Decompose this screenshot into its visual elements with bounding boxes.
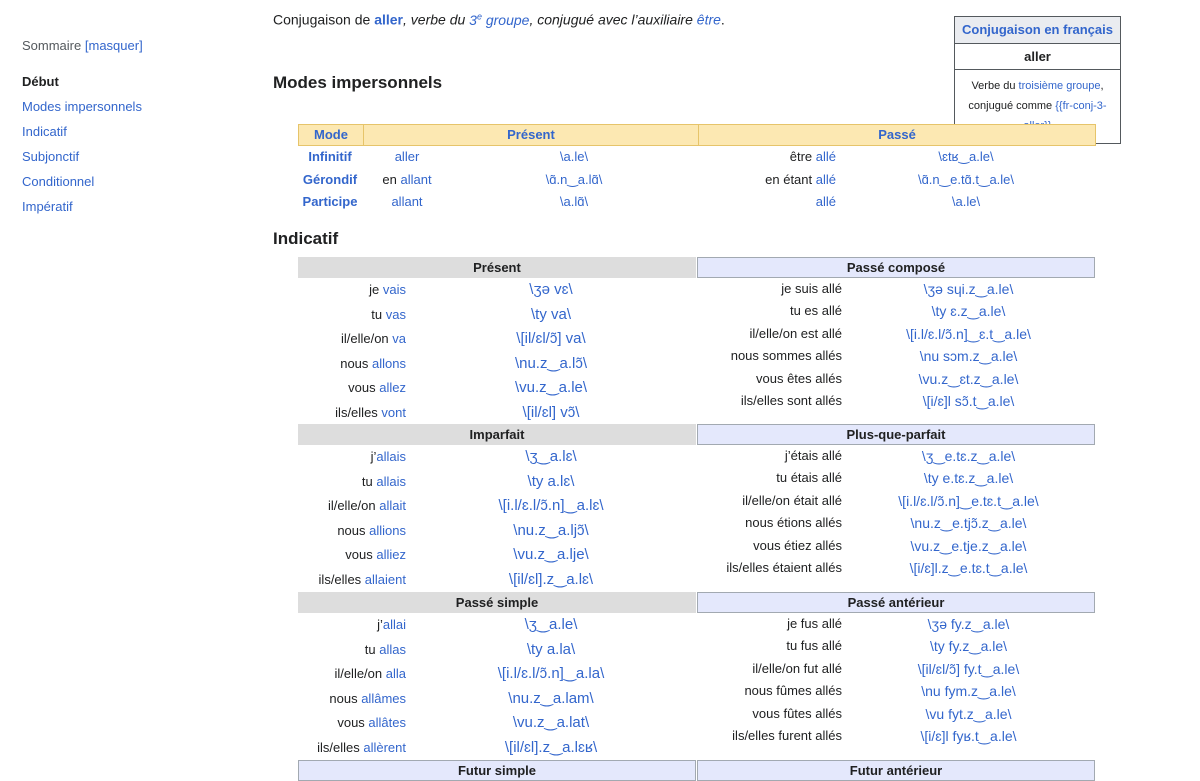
- ipa-transcription[interactable]: \ʒ‿e.tɛ.z‿a.le\: [921, 448, 1016, 464]
- present-form-link[interactable]: aller: [394, 149, 420, 164]
- tense-passe-compose: [697, 257, 1095, 412]
- pronoun: ils/elles: [335, 404, 382, 420]
- tense-title: Plus-que-parfait: [697, 424, 1095, 445]
- ipa-transcription[interactable]: \[il/ɛl].z‿a.lɛ\: [508, 570, 594, 588]
- form-cell: [697, 390, 842, 412]
- verb-form-link[interactable]: allons: [372, 355, 406, 371]
- pronoun: ils/elles: [318, 571, 365, 587]
- form-cell: [298, 736, 406, 761]
- infobox-template-link[interactable]: {{fr-conj-3-: [1055, 100, 1107, 112]
- tense-passe-anterieur: [697, 592, 1095, 747]
- intro-aux-link[interactable]: être: [696, 11, 721, 28]
- present-form-link[interactable]: allant: [391, 194, 423, 209]
- tense-passe-simple: [298, 592, 696, 760]
- intro-end: .: [720, 11, 725, 28]
- tense-title: Présent: [298, 257, 696, 278]
- pronoun: vous: [345, 547, 377, 562]
- form-cell: [298, 711, 406, 736]
- verb-form-link[interactable]: alla: [385, 666, 406, 681]
- impersonal-header-row: [298, 124, 1096, 146]
- form-cell: [697, 725, 842, 747]
- form-cell: [298, 401, 406, 426]
- verb-form-link[interactable]: allai: [382, 617, 406, 632]
- compound-form: vous fûtes allés: [752, 705, 842, 721]
- past-aux: en étant: [765, 171, 816, 187]
- verb-form-link[interactable]: vont: [381, 404, 406, 420]
- form-cell: [298, 519, 406, 544]
- toc-item-conditionnel[interactable]: Conditionnel: [22, 174, 95, 189]
- infobox-group-link[interactable]: troisième groupe: [1018, 80, 1101, 92]
- compound-form: nous sommes allés: [730, 348, 842, 364]
- tense-present: [298, 257, 696, 425]
- present-form-link[interactable]: allant: [400, 171, 432, 187]
- compound-form: nous fûmes allés: [744, 683, 842, 699]
- ipa-transcription[interactable]: \nu sɔm.z‿a.le\: [919, 348, 1018, 365]
- tense-title: Futur antérieur: [697, 760, 1095, 781]
- ipa-transcription[interactable]: \[i/ɛ]l.z‿e.tɛ.t‿a.le\: [909, 559, 1028, 576]
- ipa-transcription[interactable]: \[i.l/ɛ.l/ɔ̃.n]‿e.tɛ.t‿a.le\: [898, 492, 1039, 509]
- present-form-cell: [362, 146, 452, 169]
- ipa-transcription[interactable]: \[i.l/ɛ.l/ɔ̃.n]‿a.la\: [497, 665, 605, 682]
- intro-suffix: , conjugué avec l’auxiliaire: [529, 11, 697, 28]
- conjugation-row: [298, 568, 696, 593]
- conjugation-row: [697, 557, 1095, 579]
- compound-form: vous étiez allés: [753, 537, 842, 553]
- tense-title: Futur simple: [298, 760, 696, 781]
- compound-form: ils/elles sont allés: [740, 392, 842, 408]
- pronoun: nous: [337, 522, 370, 538]
- ipa-transcription[interactable]: \nu.z‿a.lam\: [508, 689, 594, 707]
- form-cell: [697, 535, 842, 557]
- compound-form: nous étions allés: [745, 515, 842, 531]
- conjugation-row: [298, 401, 696, 426]
- ipa-transcription[interactable]: \[il/ɛl/ɔ̃] fy.t‿a.le\: [917, 660, 1020, 677]
- form-cell: [298, 327, 406, 352]
- form-cell: [298, 687, 406, 712]
- form-cell: [298, 303, 406, 328]
- pronoun: j’: [370, 449, 377, 464]
- form-cell: [697, 323, 842, 345]
- ipa-transcription[interactable]: \[il/ɛl].z‿a.lɛʁ\: [504, 738, 598, 756]
- ipa-transcription[interactable]: \vu.z‿a.lat\: [512, 714, 590, 731]
- verb-form-link[interactable]: alliez: [376, 547, 406, 562]
- conjugation-row: [697, 467, 1095, 489]
- ipa-transcription[interactable]: \nu.z‿a.lɔ̃\: [514, 354, 588, 372]
- pronoun: nous: [329, 690, 362, 706]
- ipa-transcription[interactable]: \ʒ‿a.le\: [524, 616, 578, 633]
- conjugation-row: [298, 687, 696, 712]
- past-form-cell: [696, 191, 836, 214]
- conjugation-row: [697, 368, 1095, 390]
- ipa-transcription[interactable]: \[il/ɛl] vɔ̃\: [522, 403, 580, 421]
- heading-indicatif: Indicatif: [273, 229, 339, 248]
- ipa-transcription[interactable]: \nu.z‿a.ljɔ̃\: [513, 521, 589, 539]
- ipa-transcription[interactable]: \vu fyt.z‿a.le\: [925, 705, 1012, 722]
- compound-form: il/elle/on fut allé: [752, 660, 842, 676]
- conjugation-row: [298, 352, 696, 377]
- toc-item-subjonctif[interactable]: Subjonctif: [22, 149, 80, 164]
- form-cell: [298, 568, 406, 593]
- past-form-cell: [696, 146, 836, 169]
- ipa-transcription[interactable]: \ty ɛ.z‿a.le\: [931, 303, 1006, 320]
- conjugation-row: [697, 278, 1095, 300]
- form-cell: [697, 613, 842, 635]
- intro-mid: , verbe du: [403, 11, 470, 28]
- form-cell: [697, 703, 842, 725]
- past-form-cell: [696, 169, 836, 192]
- mode-label[interactable]: Gérondif: [302, 171, 358, 187]
- impersonal-row: [298, 146, 1096, 169]
- toc-item-debut[interactable]: Début: [22, 74, 59, 89]
- header-mode[interactable]: Mode: [299, 125, 364, 145]
- form-cell: [298, 278, 406, 303]
- conjugation-row: [298, 662, 696, 687]
- verb-form-link[interactable]: allèrent: [363, 739, 406, 755]
- table-of-contents: [22, 38, 242, 224]
- form-cell: [298, 494, 406, 519]
- ipa-transcription[interactable]: \[i.l/ɛ.l/ɔ̃.n]‿ɛ.t‿a.le\: [906, 325, 1031, 342]
- ipa-transcription[interactable]: \[i/ɛ]l sɔ̃.t‿a.le\: [922, 392, 1015, 409]
- present-prefix: en: [382, 171, 401, 187]
- ipa-transcription[interactable]: \ʒ‿a.lɛ\: [525, 448, 577, 465]
- conjugation-row: [298, 638, 696, 663]
- pronoun: vous: [348, 380, 380, 395]
- tense-imparfait: [298, 424, 696, 592]
- compound-form: ils/elles étaient allés: [726, 559, 842, 575]
- impersonal-row: [298, 191, 1096, 214]
- ipa-transcription[interactable]: \ty fy.z‿a.le\: [929, 638, 1008, 655]
- conjugation-row: [697, 390, 1095, 412]
- pronoun: tu: [364, 641, 380, 657]
- mode-label[interactable]: Infinitif: [308, 149, 352, 164]
- verb-form-link[interactable]: allait: [379, 498, 406, 513]
- compound-form: tu fus allé: [786, 638, 842, 654]
- pronoun: ils/elles: [317, 739, 364, 755]
- impersonal-row: [298, 169, 1096, 192]
- past-ipa[interactable]: \ɑ̃.n‿e.tɑ̃.t‿a.le\: [917, 171, 1015, 187]
- form-cell: [697, 467, 842, 489]
- form-cell: [298, 376, 406, 401]
- ipa-transcription[interactable]: \vu.z‿ɛt.z‿a.le\: [918, 370, 1019, 387]
- pronoun: je: [369, 282, 383, 297]
- verb-form-link[interactable]: allas: [379, 641, 406, 657]
- conjugation-row: [697, 680, 1095, 702]
- compound-form: il/elle/on était allé: [742, 492, 842, 508]
- form-cell: [697, 557, 842, 579]
- toc-item-imperatif[interactable]: Impératif: [22, 199, 73, 214]
- pronoun: tu: [361, 473, 377, 489]
- toc-hide-toggle[interactable]: [masquer]: [84, 38, 143, 53]
- form-cell: [697, 278, 842, 300]
- verb-form-link[interactable]: va: [392, 331, 406, 346]
- form-cell: [697, 512, 842, 534]
- present-ipa[interactable]: \a.lɑ̃\: [559, 194, 589, 209]
- form-cell: [298, 470, 406, 495]
- tense-title: Imparfait: [298, 424, 696, 445]
- conjugation-row: [298, 711, 696, 736]
- past-form-link[interactable]: allé: [815, 149, 836, 164]
- pronoun: il/elle/on: [340, 331, 393, 346]
- infobox-title[interactable]: Conjugaison en français: [955, 17, 1120, 44]
- infobox-verb: aller: [955, 44, 1120, 70]
- verb-form-link[interactable]: allais: [376, 473, 406, 489]
- group-word: groupe: [481, 11, 530, 28]
- compound-form: je fus allé: [787, 616, 842, 631]
- conjugation-row: [298, 613, 696, 638]
- pronoun: nous: [340, 355, 373, 371]
- pronoun: il/elle/on: [327, 498, 380, 513]
- past-ipa[interactable]: \ɛtʁ‿a.le\: [938, 149, 994, 164]
- conjugation-row: [298, 736, 696, 761]
- conjugation-row: [298, 470, 696, 495]
- tense-title: Passé simple: [298, 592, 696, 613]
- ipa-transcription[interactable]: \[i.l/ɛ.l/ɔ̃.n]‿a.lɛ\: [498, 497, 604, 514]
- intro-line: [273, 11, 725, 28]
- form-cell: [298, 543, 406, 568]
- form-cell: [697, 300, 842, 322]
- present-ipa[interactable]: \ɑ̃.n‿a.lɑ̃\: [545, 171, 603, 187]
- ipa-transcription[interactable]: \vu.z‿a.lje\: [513, 546, 589, 563]
- ipa-transcription[interactable]: \nu fym.z‿a.le\: [921, 683, 1016, 700]
- present-form-cell: [362, 191, 452, 214]
- toc-title: Sommaire: [22, 38, 82, 53]
- ipa-transcription[interactable]: \nu.z‿e.tjɔ̃.z‿a.le\: [910, 515, 1027, 532]
- conjugation-row: [697, 512, 1095, 534]
- ipa-transcription[interactable]: \ʒə sɥi.z‿a.le\: [923, 281, 1014, 297]
- ipa-transcription[interactable]: \vu.z‿e.tje.z‿a.le\: [910, 537, 1027, 554]
- conjugation-row: [697, 613, 1095, 635]
- pronoun: vous: [337, 715, 369, 730]
- form-cell: [298, 352, 406, 377]
- present-ipa[interactable]: \a.le\: [559, 149, 589, 164]
- form-cell: [697, 445, 842, 467]
- verb-form-link[interactable]: allâtes: [368, 715, 406, 730]
- toc-item-modes-impersonnels[interactable]: Modes impersonnels: [22, 99, 142, 114]
- compound-form: j’étais allé: [784, 448, 842, 463]
- header-passe[interactable]: Passé: [878, 127, 916, 142]
- conjugation-row: [697, 490, 1095, 512]
- compound-form: je suis allé: [781, 281, 842, 296]
- conjugation-row: [697, 445, 1095, 467]
- conjugation-row: [298, 445, 696, 470]
- past-ipa[interactable]: \a.le\: [951, 194, 981, 209]
- conjugation-row: [697, 658, 1095, 680]
- compound-form: vous êtes allés: [756, 370, 842, 386]
- pronoun: tu: [371, 306, 386, 322]
- infobox-desc-comma: ,: [1100, 80, 1104, 92]
- conjugation-row: [697, 300, 1095, 322]
- form-cell: [697, 368, 842, 390]
- past-form-link[interactable]: allé: [815, 171, 836, 187]
- form-cell: [697, 345, 842, 367]
- header-present[interactable]: Présent: [364, 125, 699, 145]
- infobox-desc-prefix: Verbe du: [971, 80, 1019, 92]
- toc-header: [22, 38, 242, 53]
- heading-modes-impersonnels: Modes impersonnels: [273, 73, 443, 92]
- compound-form: il/elle/on est allé: [749, 325, 842, 341]
- conjugation-row: [697, 725, 1095, 747]
- ipa-transcription[interactable]: \ʒə fy.z‿a.le\: [927, 616, 1010, 632]
- toc-item-indicatif[interactable]: Indicatif: [22, 124, 67, 139]
- conjugation-row: [298, 278, 696, 303]
- pronoun: j’: [377, 617, 383, 632]
- verb-form-link[interactable]: vais: [382, 282, 406, 297]
- verb-form-link[interactable]: allâmes: [361, 690, 406, 706]
- past-aux: être: [789, 149, 816, 164]
- ipa-transcription[interactable]: \ty a.lɛ\: [527, 472, 575, 490]
- verb-form-link[interactable]: vas: [385, 306, 406, 322]
- form-cell: [697, 490, 842, 512]
- conjugation-row: [298, 494, 696, 519]
- tense-plus-que-parfait: [697, 424, 1095, 579]
- tense-title: Passé antérieur: [697, 592, 1095, 613]
- conjugation-row: [697, 323, 1095, 345]
- past-form-link[interactable]: allé: [815, 194, 836, 209]
- conjugation-row: [697, 703, 1095, 725]
- form-cell: [697, 680, 842, 702]
- compound-form: tu étais allé: [776, 470, 842, 486]
- conjugation-row: [298, 376, 696, 401]
- compound-form: ils/elles furent allés: [732, 727, 842, 743]
- ipa-transcription[interactable]: \[il/ɛl/ɔ̃] va\: [516, 330, 586, 347]
- impersonal-table: [298, 124, 1096, 214]
- form-cell: [298, 613, 406, 638]
- conjugation-row: [697, 635, 1095, 657]
- intro-verb-link[interactable]: aller: [374, 11, 403, 28]
- form-cell: [697, 635, 842, 657]
- conjugation-row: [298, 519, 696, 544]
- ipa-transcription[interactable]: \[i/ɛ]l fyʁ.t‿a.le\: [920, 727, 1017, 744]
- verb-form-link[interactable]: allions: [369, 522, 406, 538]
- ipa-transcription[interactable]: \ty va\: [530, 305, 571, 323]
- compound-form: tu es allé: [789, 303, 842, 319]
- ipa-transcription[interactable]: \ʒə vɛ\: [529, 281, 573, 298]
- conjugation-row: [298, 303, 696, 328]
- verb-form-link[interactable]: allaient: [364, 571, 406, 587]
- verb-form-link[interactable]: allais: [376, 449, 406, 464]
- infobox-desc-line2: conjugué comme: [968, 100, 1056, 112]
- conjugation-row: [697, 535, 1095, 557]
- mode-label[interactable]: Participe: [302, 194, 358, 209]
- ipa-transcription[interactable]: \ty a.la\: [526, 640, 576, 658]
- present-form-cell: [362, 169, 452, 192]
- conjugation-row: [298, 327, 696, 352]
- pronoun: il/elle/on: [334, 666, 386, 681]
- ipa-transcription[interactable]: \ty e.tɛ.z‿a.le\: [923, 470, 1014, 487]
- form-cell: [298, 445, 406, 470]
- intro-prefix: Conjugaison de: [273, 11, 375, 28]
- form-cell: [298, 662, 406, 687]
- intro-group-link[interactable]: [469, 12, 529, 28]
- ipa-transcription[interactable]: \vu.z‿a.le\: [514, 379, 588, 396]
- conjugation-row: [697, 345, 1095, 367]
- group-number: 3: [469, 11, 477, 28]
- verb-form-link[interactable]: allez: [379, 380, 406, 395]
- conjugation-row: [298, 543, 696, 568]
- tense-title: Passé composé: [697, 257, 1095, 278]
- form-cell: [697, 658, 842, 680]
- group-sup: e: [476, 11, 482, 21]
- form-cell: [298, 638, 406, 663]
